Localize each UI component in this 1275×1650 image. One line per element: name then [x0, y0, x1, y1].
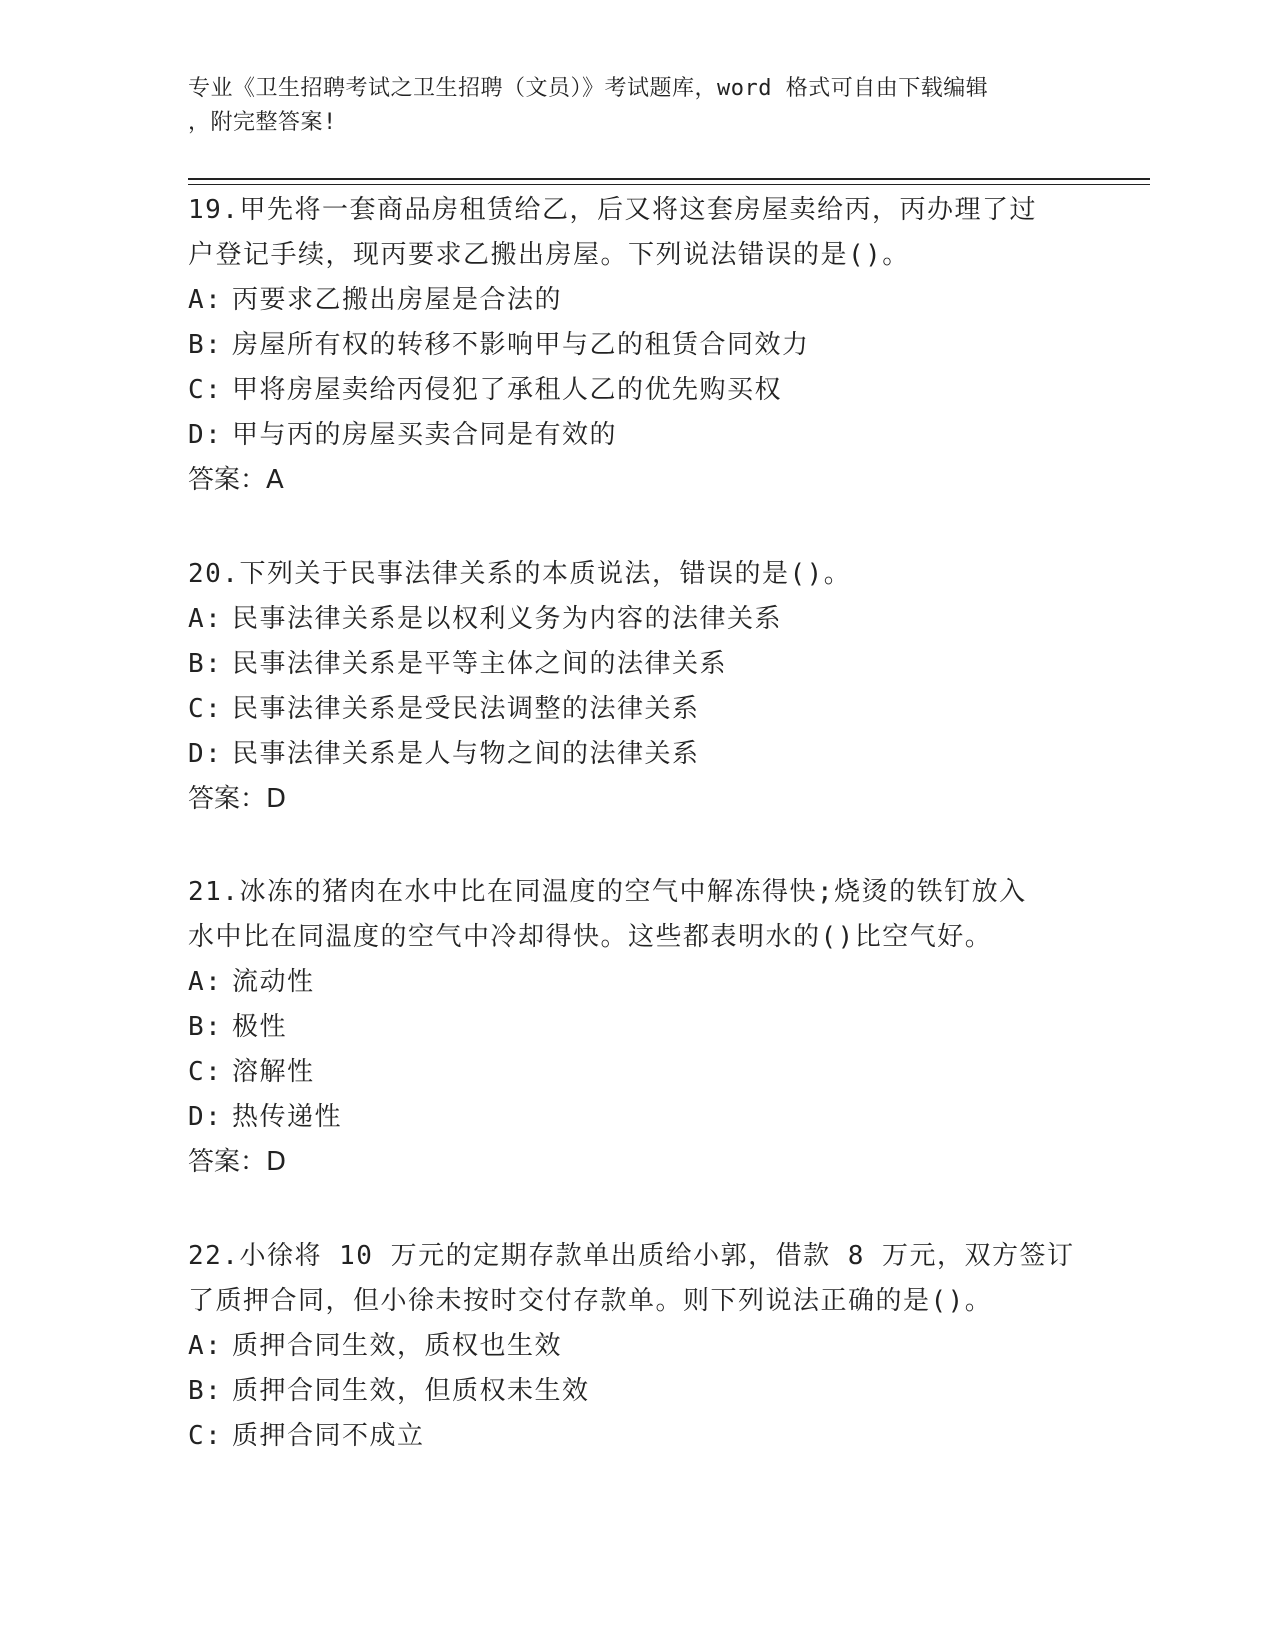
option-a	[188, 1324, 1088, 1369]
option-text: 极性	[232, 1012, 288, 1042]
question-text-line: 21.冰冻的猪肉在水中比在同温度的空气中解冻得快;烧烫的铁钉放入	[188, 877, 1027, 907]
question-text-line: 水中比在同温度的空气中冷却得快。这些都表明水的()比空气好。	[188, 922, 993, 952]
option-text: 质押合同生效，质权也生效	[232, 1331, 563, 1361]
answer-line: 答案：A	[188, 465, 284, 495]
header-line-1: 专业《卫生招聘考试之卫生招聘（文员）》考试题库，word 格式可自由下载编辑	[188, 76, 989, 101]
option-text: 民事法律关系是以权利义务为内容的法律关系	[232, 604, 783, 634]
option-c	[188, 1414, 1088, 1459]
option-c	[188, 687, 1088, 732]
option-text: 民事法律关系是平等主体之间的法律关系	[232, 649, 728, 679]
option-c	[188, 1050, 1088, 1095]
option-b	[188, 1369, 1088, 1414]
option-letter: A:	[188, 967, 223, 997]
option-text: 质押合同生效，但质权未生效	[232, 1376, 590, 1406]
option-letter: C:	[188, 694, 223, 724]
option-c	[188, 368, 1088, 413]
option-letter: D:	[188, 1102, 223, 1132]
option-text: 流动性	[232, 967, 315, 997]
option-text: 甲将房屋卖给丙侵犯了承租人乙的优先购买权	[232, 375, 783, 405]
document-header	[188, 72, 1068, 140]
option-letter: B:	[188, 1012, 223, 1042]
option-b	[188, 1005, 1088, 1050]
question-text-line: 了质押合同，但小徐未按时交付存款单。则下列说法正确的是()。	[188, 1286, 993, 1316]
question-20	[188, 552, 1088, 822]
option-letter: C:	[188, 375, 223, 405]
option-letter: A:	[188, 285, 223, 315]
question-19	[188, 188, 1088, 503]
option-text: 民事法律关系是人与物之间的法律关系	[232, 739, 700, 769]
option-text: 热传递性	[232, 1102, 343, 1132]
option-b	[188, 642, 1088, 687]
option-letter: C:	[188, 1057, 223, 1087]
option-a	[188, 960, 1088, 1005]
option-text: 溶解性	[232, 1057, 315, 1087]
option-a	[188, 597, 1088, 642]
option-text: 民事法律关系是受民法调整的法律关系	[232, 694, 700, 724]
question-text-line: 19.甲先将一套商品房租赁给乙，后又将这套房屋卖给丙，丙办理了过	[188, 195, 1037, 225]
option-letter: A:	[188, 604, 223, 634]
question-22	[188, 1234, 1088, 1459]
option-letter: D:	[188, 420, 223, 450]
question-text-line: 20.下列关于民事法律关系的本质说法，错误的是()。	[188, 559, 852, 589]
option-text: 房屋所有权的转移不影响甲与乙的租赁合同效力	[232, 330, 810, 360]
option-letter: B:	[188, 1376, 223, 1406]
option-d	[188, 413, 1088, 458]
option-a	[188, 278, 1088, 323]
option-letter: C:	[188, 1421, 223, 1451]
option-d	[188, 1095, 1088, 1140]
option-text: 丙要求乙搬出房屋是合法的	[232, 285, 563, 315]
header-line-2: ，附完整答案!	[188, 110, 337, 135]
question-21	[188, 870, 1088, 1185]
option-d	[188, 732, 1088, 777]
option-letter: B:	[188, 330, 223, 360]
answer-line: 答案：D	[188, 1147, 287, 1177]
option-b	[188, 323, 1088, 368]
answer-line: 答案：D	[188, 784, 287, 814]
header-rule-thick	[188, 178, 1150, 180]
header-rule-thin	[188, 184, 1150, 185]
option-text: 甲与丙的房屋买卖合同是有效的	[232, 420, 618, 450]
question-text-line: 户登记手续，现丙要求乙搬出房屋。下列说法错误的是()。	[188, 240, 910, 270]
question-text-line: 22.小徐将 10 万元的定期存款单出质给小郭，借款 8 万元，双方签订	[188, 1241, 1075, 1271]
option-letter: D:	[188, 739, 223, 769]
option-text: 质押合同不成立	[232, 1421, 425, 1451]
option-letter: A:	[188, 1331, 223, 1361]
option-letter: B:	[188, 649, 223, 679]
